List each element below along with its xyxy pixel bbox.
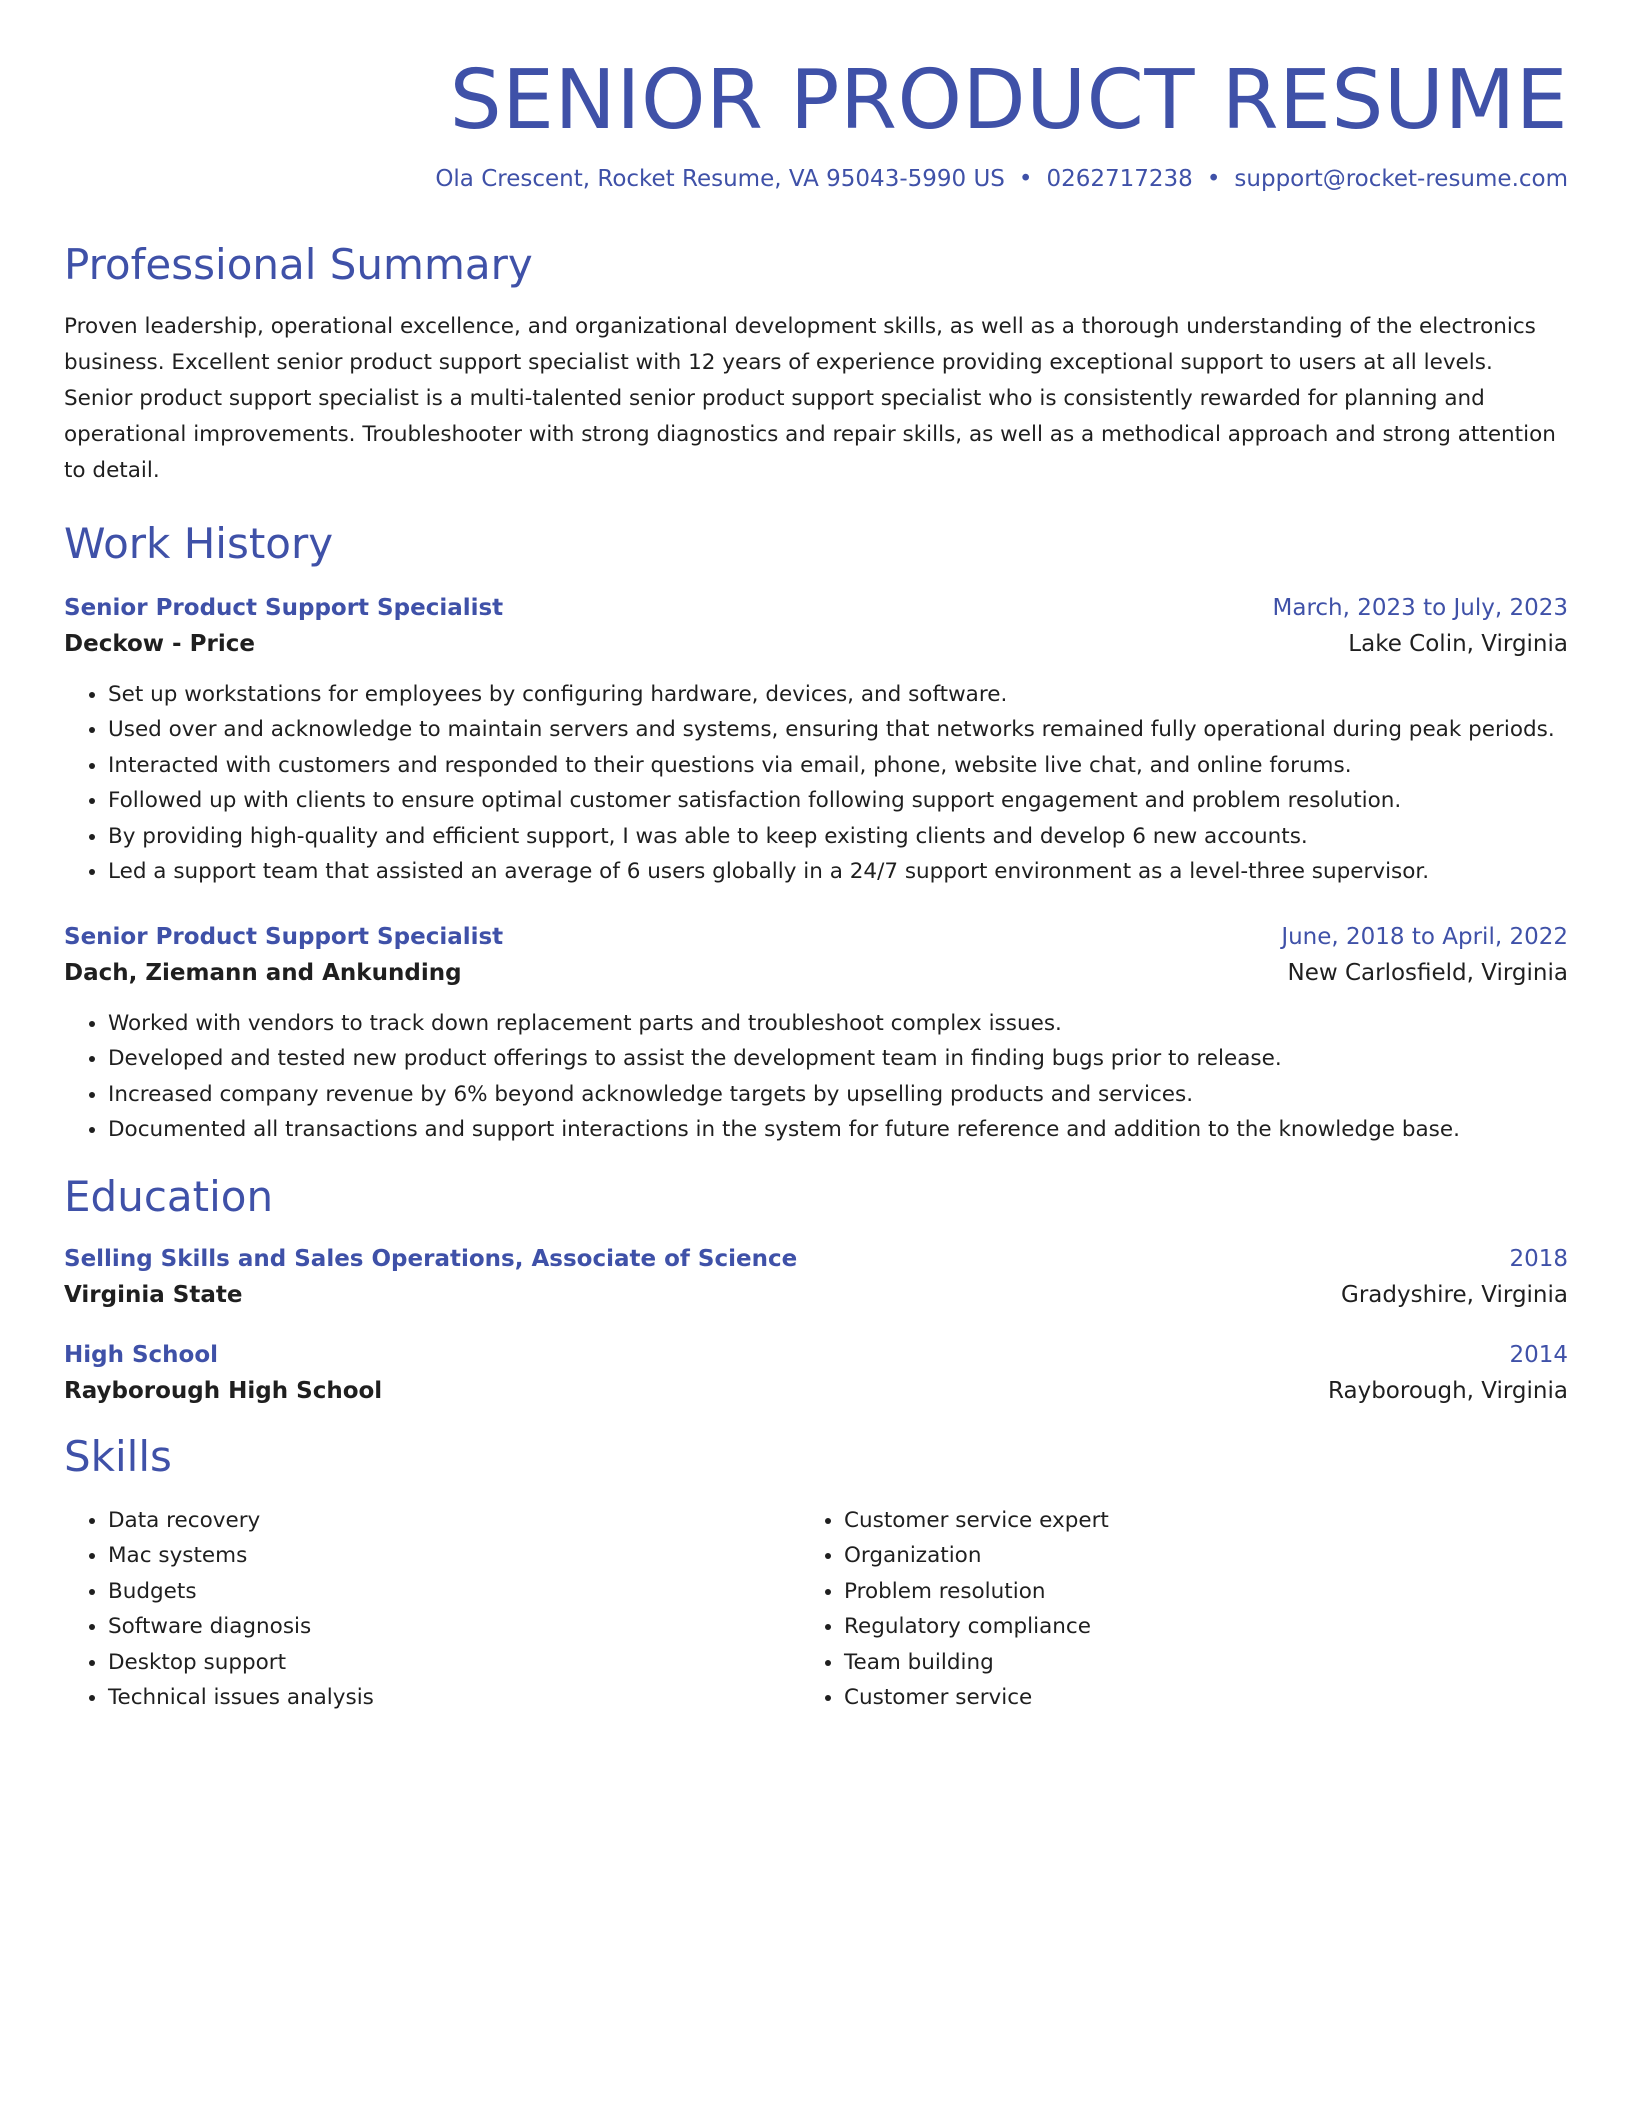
education-degree: Selling Skills and Sales Operations, Associate of Science: [64, 1246, 798, 1273]
summary-text: Proven leadership, operational excellence, and organizational development skills, as well as a thorough understanding of the electronics business. Excellent senior product support specialist with 12 years of experience providing exceptional support to users at all levels. Senior product support specialist is a multi-talented senior product support specialist who is consistently rewarded for planning and operational improvements. Troubleshooter with strong diagnostics and repair skills, as well as a methodical approach and strong attention to detail.: [64, 313, 1556, 483]
job-title: Senior Product Support Specialist: [64, 594, 504, 621]
education-header: [64, 1246, 1568, 1272]
job-dates: June, 2018 to April, 2022: [1281, 923, 1568, 950]
skill-item: • Problem resolution: [844, 1574, 1560, 1610]
job-bullet: • Increased company revenue by 6% beyond acknowledge targets by upselling products and services.: [108, 1077, 1568, 1113]
skill-item: • Desktop support: [108, 1645, 800, 1681]
job-employer: Dach, Ziemann and Ankunding: [64, 959, 462, 986]
education-school: Rayborough High School: [64, 1378, 383, 1405]
contact-address: Ola Crescent, Rocket Resume, VA 95043-5990 US: [435, 166, 1005, 193]
skills-list-right: [800, 1503, 1560, 1716]
skills-columns: [64, 1503, 1568, 1716]
skill-item: • Software diagnosis: [108, 1609, 800, 1645]
job-employer: Deckow - Price: [64, 630, 255, 657]
contact-phone: 0262717238: [1046, 166, 1193, 193]
skill-item: • Mac systems: [108, 1538, 800, 1574]
job-bullet: • Set up workstations for employees by configuring hardware, devices, and software.: [108, 677, 1568, 713]
job-bullet: • Interacted with customers and responded to their questions via email, phone, website live chat, and online forums.: [108, 748, 1568, 784]
job-entry: [64, 595, 1568, 890]
resume-name: SENIOR PRODUCT RESUME: [449, 53, 1568, 148]
education-year: 2018: [1509, 1246, 1568, 1273]
job-header: [64, 924, 1568, 950]
education-location: Gradyshire, Virginia: [1341, 1282, 1568, 1309]
job-title: Senior Product Support Specialist: [64, 923, 504, 950]
education-school: Virginia State: [64, 1282, 243, 1309]
job-dates: March, 2023 to July, 2023: [1272, 594, 1568, 621]
skills-list-left: [64, 1503, 800, 1716]
skill-item: • Technical issues analysis: [108, 1680, 800, 1716]
job-bullets: [64, 677, 1568, 890]
contact-separator: •: [1206, 166, 1221, 193]
job-bullet: • Documented all transactions and support interactions in the system for future reference and addition to the knowledge base.: [108, 1112, 1568, 1148]
education-entry: [64, 1342, 1568, 1404]
skill-item: • Customer service expert: [844, 1503, 1560, 1539]
job-subheader: [64, 621, 1568, 657]
education-year: 2014: [1509, 1342, 1568, 1369]
skill-item: • Budgets: [108, 1574, 800, 1610]
job-bullet: • By providing high-quality and efficient support, I was able to keep existing clients and develop 6 new accounts.: [108, 819, 1568, 855]
education-degree: High School: [64, 1342, 219, 1369]
job-bullet: • Worked with vendors to track down replacement parts and troubleshoot complex issues.: [108, 1006, 1568, 1042]
education-location: Rayborough, Virginia: [1328, 1378, 1568, 1405]
education-header: [64, 1342, 1568, 1368]
skill-item: • Organization: [844, 1538, 1560, 1574]
skill-item: • Regulatory compliance: [844, 1609, 1560, 1645]
job-header: [64, 595, 1568, 621]
job-subheader: [64, 950, 1568, 986]
summary-heading: Professional Summary: [64, 240, 533, 290]
job-bullet: • Used over and acknowledge to maintain servers and systems, ensuring that networks remained fully operational during peak periods.: [108, 712, 1568, 748]
job-bullet: • Developed and tested new product offerings to assist the development team in finding bugs prior to release.: [108, 1041, 1568, 1077]
job-bullet: • Followed up with clients to ensure optimal customer satisfaction following support engagement and problem resolution.: [108, 783, 1568, 819]
contact-email: support@rocket-resume.com: [1234, 166, 1568, 193]
job-entry: [64, 924, 1568, 1148]
education-subheader: [64, 1368, 1568, 1404]
contact-separator: •: [1018, 166, 1033, 193]
education-subheader: [64, 1272, 1568, 1308]
skill-item: • Data recovery: [108, 1503, 800, 1539]
education-entry: [64, 1246, 1568, 1308]
job-bullets: [64, 1006, 1568, 1148]
skill-item: • Team building: [844, 1645, 1560, 1681]
skills-heading: Skills: [64, 1432, 172, 1482]
job-location: New Carlosfield, Virginia: [1287, 959, 1568, 986]
work-history-heading: Work History: [64, 518, 334, 568]
job-location: Lake Colin, Virginia: [1348, 630, 1568, 657]
education-heading: Education: [64, 1171, 274, 1221]
job-bullet: • Led a support team that assisted an average of 6 users globally in a 24/7 support environment as a level-three supervisor.: [108, 854, 1568, 890]
contact-line: [64, 166, 1568, 192]
skill-item: • Customer service: [844, 1680, 1560, 1716]
